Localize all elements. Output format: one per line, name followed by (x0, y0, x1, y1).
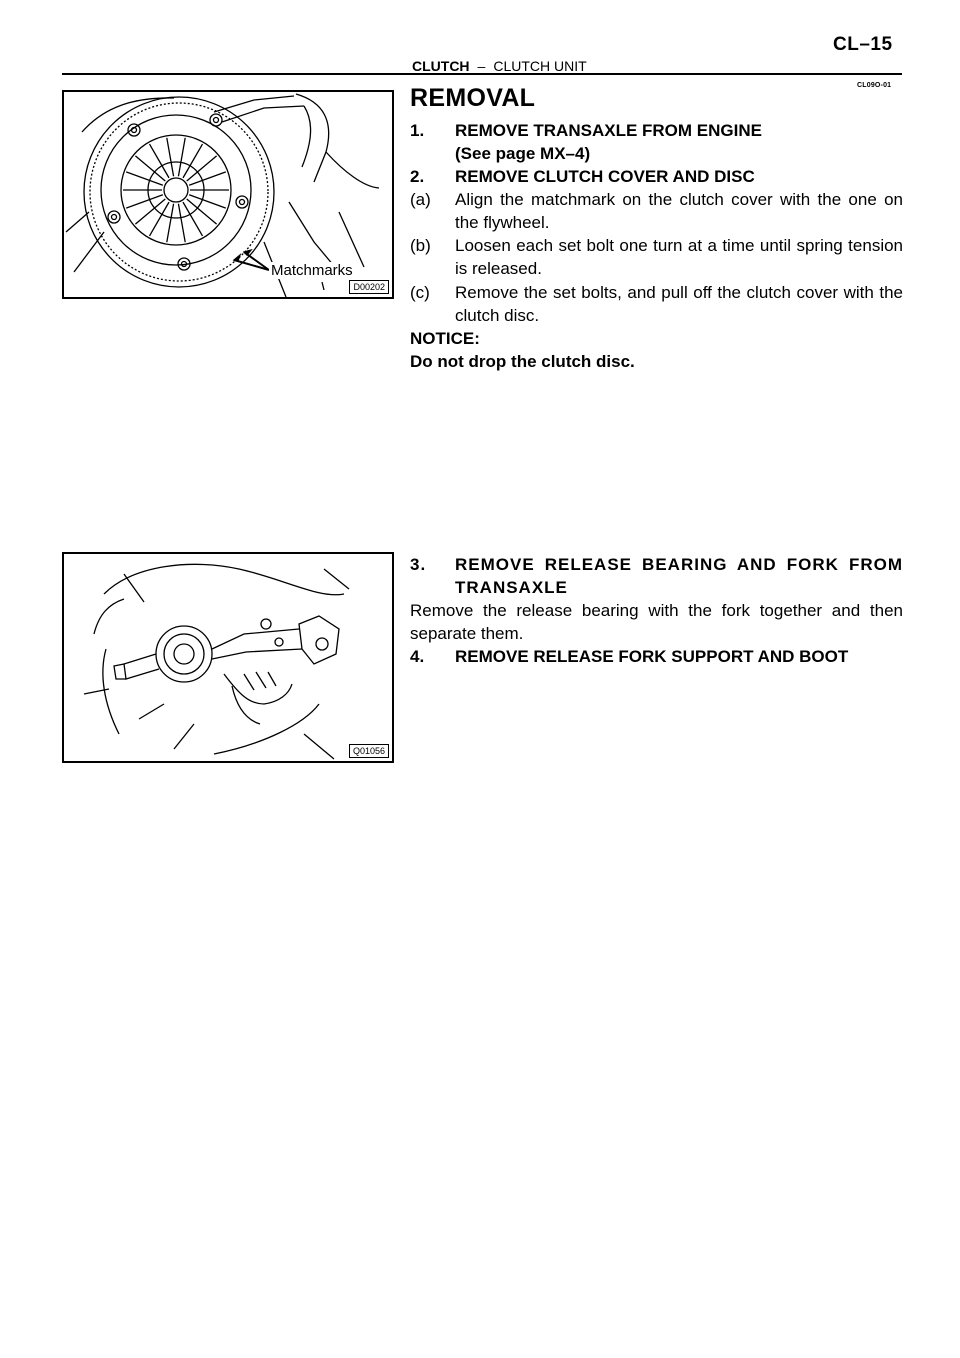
step-4 (410, 645, 903, 668)
section-heading: REMOVAL (410, 84, 536, 112)
step-3-description: Remove the release bearing with the fork together and then separate them. (410, 601, 903, 643)
step-number: 4. (410, 647, 425, 666)
page-reference: (See page MX–4) (455, 144, 591, 163)
notice-text: Do not drop the clutch disc. (410, 352, 635, 371)
substep-b (410, 234, 903, 280)
figure-code: Q01056 (349, 744, 389, 758)
figure-code: D00202 (349, 280, 389, 294)
subsection-title: CLUTCH UNIT (493, 58, 587, 74)
document-code: CL09O-01 (857, 82, 892, 89)
clutch-cover-illustration (62, 90, 394, 299)
step-title: REMOVE CLUTCH COVER AND DISC (455, 167, 755, 186)
step-title (455, 119, 903, 165)
section-separator: – (477, 58, 486, 74)
substep-c (410, 281, 903, 327)
substep-label: (a) (410, 190, 431, 209)
matchmarks-label: Matchmarks (271, 262, 353, 279)
substep-text: Remove the set bolts, and pull off the clutch cover with the clutch disc. (455, 283, 903, 325)
substep-a (410, 188, 903, 234)
page-number: CL–15 (833, 34, 893, 55)
step-title: REMOVE RELEASE BEARING AND FORK FROM TRANSAXLE (455, 555, 903, 597)
substep-label: (c) (410, 283, 430, 302)
section-title: CLUTCH (412, 58, 470, 74)
step-3 (410, 553, 903, 599)
step-number: 1. (410, 121, 425, 140)
step-title: REMOVE RELEASE FORK SUPPORT AND BOOT (455, 647, 849, 666)
substep-text: Loosen each set bolt one turn at a time until spring tension is released. (455, 236, 903, 278)
step-title-text: REMOVE TRANSAXLE FROM ENGINE (455, 121, 762, 140)
substep-label: (b) (410, 236, 431, 255)
release-bearing-drawing (64, 554, 392, 761)
step-number: 2. (410, 167, 425, 186)
header-rule (62, 73, 902, 75)
substep-text: Align the matchmark on the clutch cover with the one on the flywheel. (455, 190, 903, 232)
release-bearing-illustration (62, 552, 394, 763)
step-2 (410, 165, 903, 188)
step-1 (410, 119, 903, 165)
notice-label: NOTICE: (410, 329, 480, 348)
step-number: 3. (410, 555, 427, 574)
section-header (412, 58, 587, 74)
